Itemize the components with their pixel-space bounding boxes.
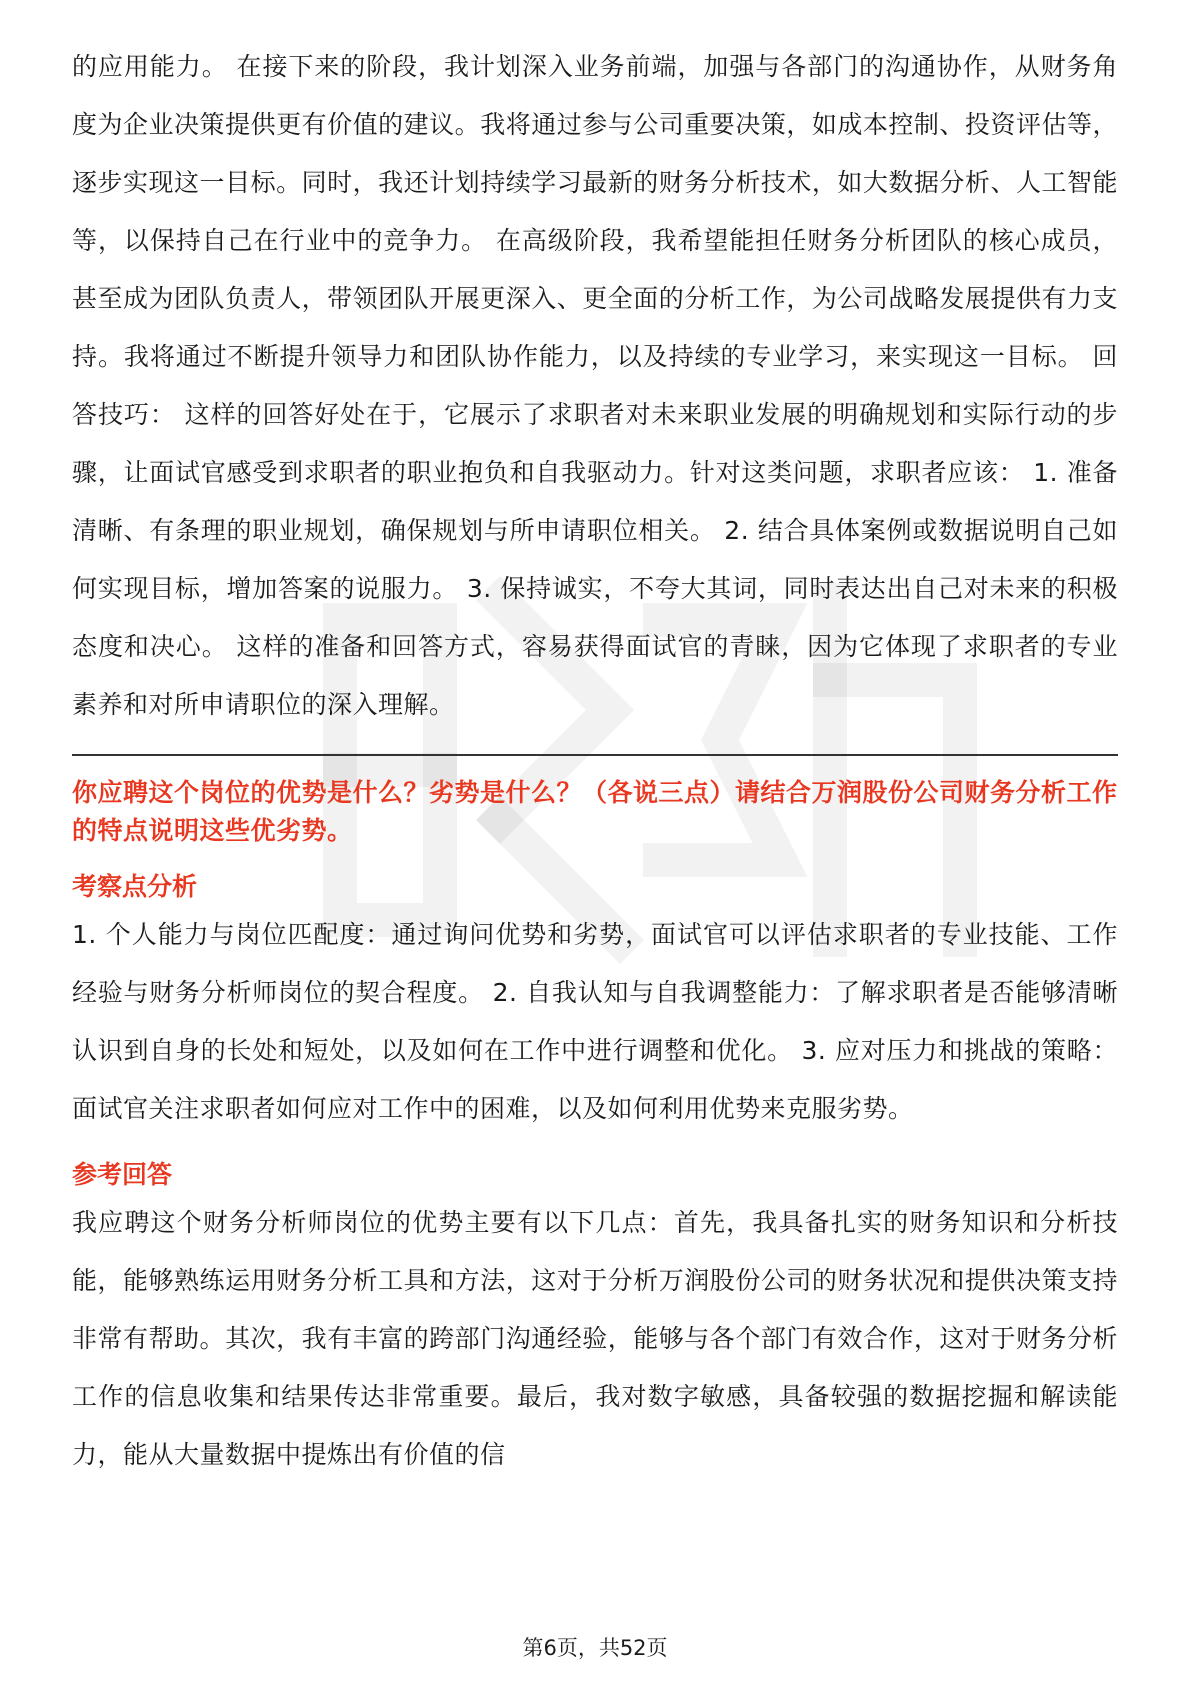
section-divider: [72, 754, 1118, 756]
document-page: [72, 38, 1118, 1484]
answer-heading: 参考回答: [72, 1160, 173, 1189]
page-number: 第6页，共52页: [522, 1636, 668, 1660]
answer-paragraph: 我应聘这个财务分析师岗位的优势主要有以下几点：首先，我具备扎实的财务知识和分析技能，能够熟练运用财务分析工具和方法，这对于分析万润股份公司的财务状况和提供决策支持非常有帮助。其次，我有丰富的跨部门沟通经验，能够与各个部门有效合作，这对于财务分析工作的信息收集和结果传达非常重要。最后，我对数字敏感，具备较强的数据挖掘和解读能力，能从大量数据中提炼出有价值的信: [72, 1208, 1118, 1469]
analysis-heading: 考察点分析: [72, 872, 198, 901]
intro-paragraph: 的应用能力。 在接下来的阶段，我计划深入业务前端，加强与各部门的沟通协作，从财务角度为企业决策提供更有价值的建议。我将通过参与公司重要决策，如成本控制、投资评估等，逐步实现这一目标。同时，我还计划持续学习最新的财务分析技术，如大数据分析、人工智能等，以保持自己在行业中的竞争力。 在高级阶段，我希望能担任财务分析团队的核心成员，甚至成为团队负责人，带领团队开展更深入、更全面的分析工作，为公司战略发展提供有力支持。我将通过不断提升领导力和团队协作能力，以及持续的专业学习，来实现这一目标。 回答技巧： 这样的回答好处在于，它展示了求职者对未来职业发展的明确规划和实际行动的步骤，让面试官感受到求职者的职业抱负和自我驱动力。针对这类问题，求职者应该： 1. 准备清晰、有条理的职业规划，确保规划与所申请职位相关。 2. 结合具体案例或数据说明自己如何实现目标，增加答案的说服力。 3. 保持诚实，不夸大其词，同时表达出自己对未来的积极态度和决心。 这样的准备和回答方式，容易获得面试官的青睐，因为它体现了求职者的专业素养和对所申请职位的深入理解。: [72, 52, 1118, 719]
interview-question: 你应聘这个岗位的优势是什么？劣势是什么？（各说三点）请结合万润股份公司财务分析工作的特点说明这些优劣势。: [72, 778, 1118, 845]
analysis-paragraph: 1. 个人能力与岗位匹配度：通过询问优势和劣势，面试官可以评估求职者的专业技能、工作经验与财务分析师岗位的契合程度。 2. 自我认知与自我调整能力：了解求职者是否能够清晰认识到自身的长处和短处，以及如何在工作中进行调整和优化。 3. 应对压力和挑战的策略：面试官关注求职者如何应对工作中的困难，以及如何利用优势来克服劣势。: [72, 920, 1118, 1123]
